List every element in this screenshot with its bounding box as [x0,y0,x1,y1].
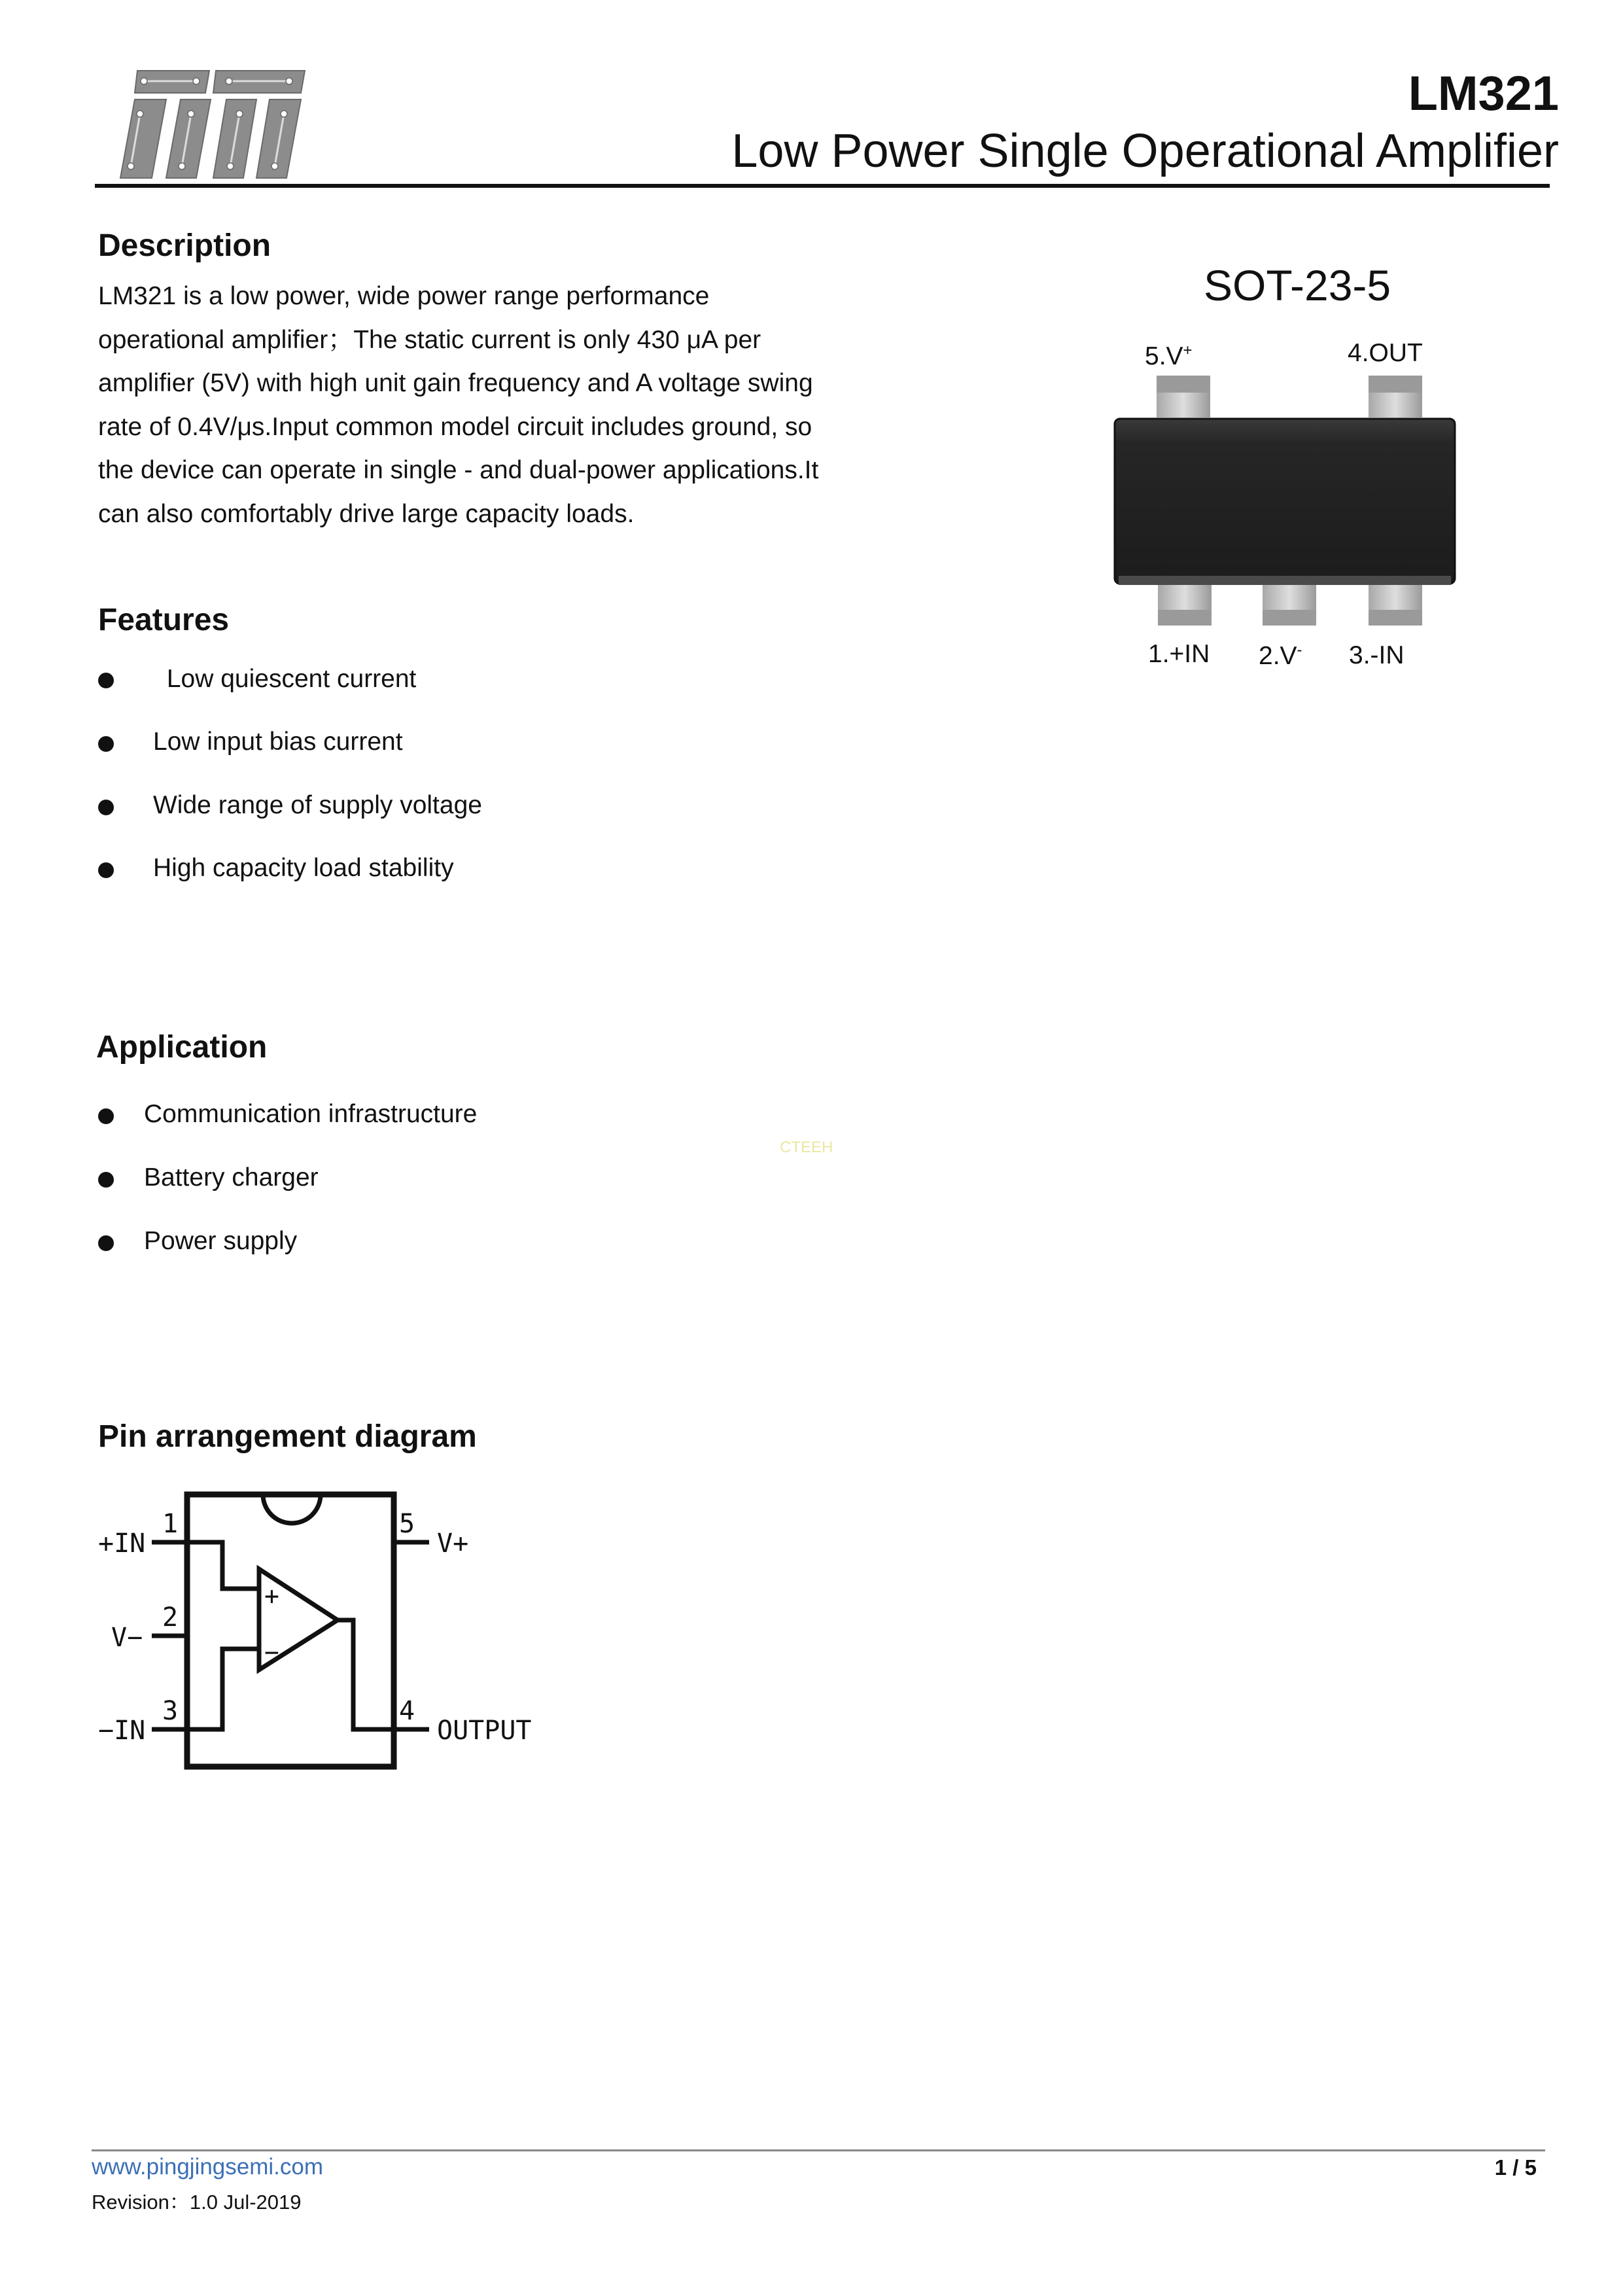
pkg-pin-1 [1158,585,1212,626]
pkg-pin-5 [1157,376,1210,417]
pin-4-number: 4 [399,1696,415,1726]
document-title: Low Power Single Operational Amplifier [731,125,1559,177]
pin-3-number: 3 [162,1696,179,1726]
ic-notch [263,1494,321,1523]
description-line: the device can operate in single - and dual-power applications.It [98,456,819,484]
header-divider [95,184,1550,188]
opamp-minus: − [264,1638,279,1667]
package-body-edge [1119,576,1451,585]
description-heading: Description [98,228,271,263]
bullet-icon [98,862,114,878]
description-line: can also comfortably drive large capacity loads. [98,499,635,528]
pin-arrangement-diagram [92,1479,563,1793]
pin-5-number: 5 [399,1509,415,1539]
application-item: Communication infrastructure [144,1100,478,1128]
pin-1-number: 1 [162,1509,179,1539]
bullet-icon [98,1235,114,1251]
package-name: SOT-23-5 [1204,261,1391,309]
description-line: LM321 is a low power, wide power range performance [98,282,710,310]
pkg-pin-4-label: 4.OUT [1348,339,1423,367]
feature-item: Low quiescent current [160,665,417,693]
page-number: 1 / 5 [1494,2155,1537,2180]
ic-outline [187,1494,394,1767]
bullet-icon [98,673,114,688]
sot23-package-drawing [1112,366,1465,641]
description-line: rate of 0.4V/μs.Input common model circuit includes ground, so [98,412,812,441]
footer-revision: Revision：1.0 Jul-2019 [92,2191,302,2214]
pin-1-label: +IN [98,1528,146,1559]
bullet-icon [98,1108,114,1124]
application-item: Battery charger [144,1163,319,1192]
opamp-plus: + [264,1581,279,1610]
application-item: Power supply [144,1227,298,1255]
pin-3-label: −IN [98,1716,146,1746]
features-heading: Features [98,603,230,637]
pkg-pin-3 [1369,585,1422,626]
part-number: LM321 [1408,66,1559,120]
company-logo [118,68,307,181]
pin-4-label: OUTPUT [437,1716,532,1746]
footer-divider [92,2149,1545,2151]
bullet-icon [98,800,114,815]
pkg-pin-3-label: 3.-IN [1349,641,1405,669]
watermark: CTEEH [780,1139,833,1156]
pin-diagram-heading: Pin arrangement diagram [98,1419,477,1454]
bullet-icon [98,736,114,752]
feature-item: Low input bias current [153,728,403,756]
pin-5-label: V+ [437,1528,469,1559]
description-line: operational amplifier；The static current is only 430 μA per [98,325,761,354]
description-text [98,275,909,536]
pkg-pin-2 [1263,585,1316,626]
footer-website-link[interactable]: www.pingjingsemi.com [92,2154,324,2180]
package-body [1115,419,1455,584]
pkg-pin-2-label: 2.V- [1259,641,1302,670]
pkg-pin-4 [1369,376,1422,417]
pkg-pin-1-label: 1.+IN [1148,640,1210,668]
pin-2-label: V− [111,1623,143,1653]
pin-2-number: 2 [162,1602,179,1633]
application-heading: Application [96,1030,268,1065]
bullet-icon [98,1172,114,1188]
pkg-pin-5-label: 5.V+ [1145,342,1193,370]
feature-item: High capacity load stability [153,854,454,882]
description-line: amplifier (5V) with high unit gain frequency and A voltage swing [98,369,813,397]
feature-item: Wide range of supply voltage [153,791,482,819]
